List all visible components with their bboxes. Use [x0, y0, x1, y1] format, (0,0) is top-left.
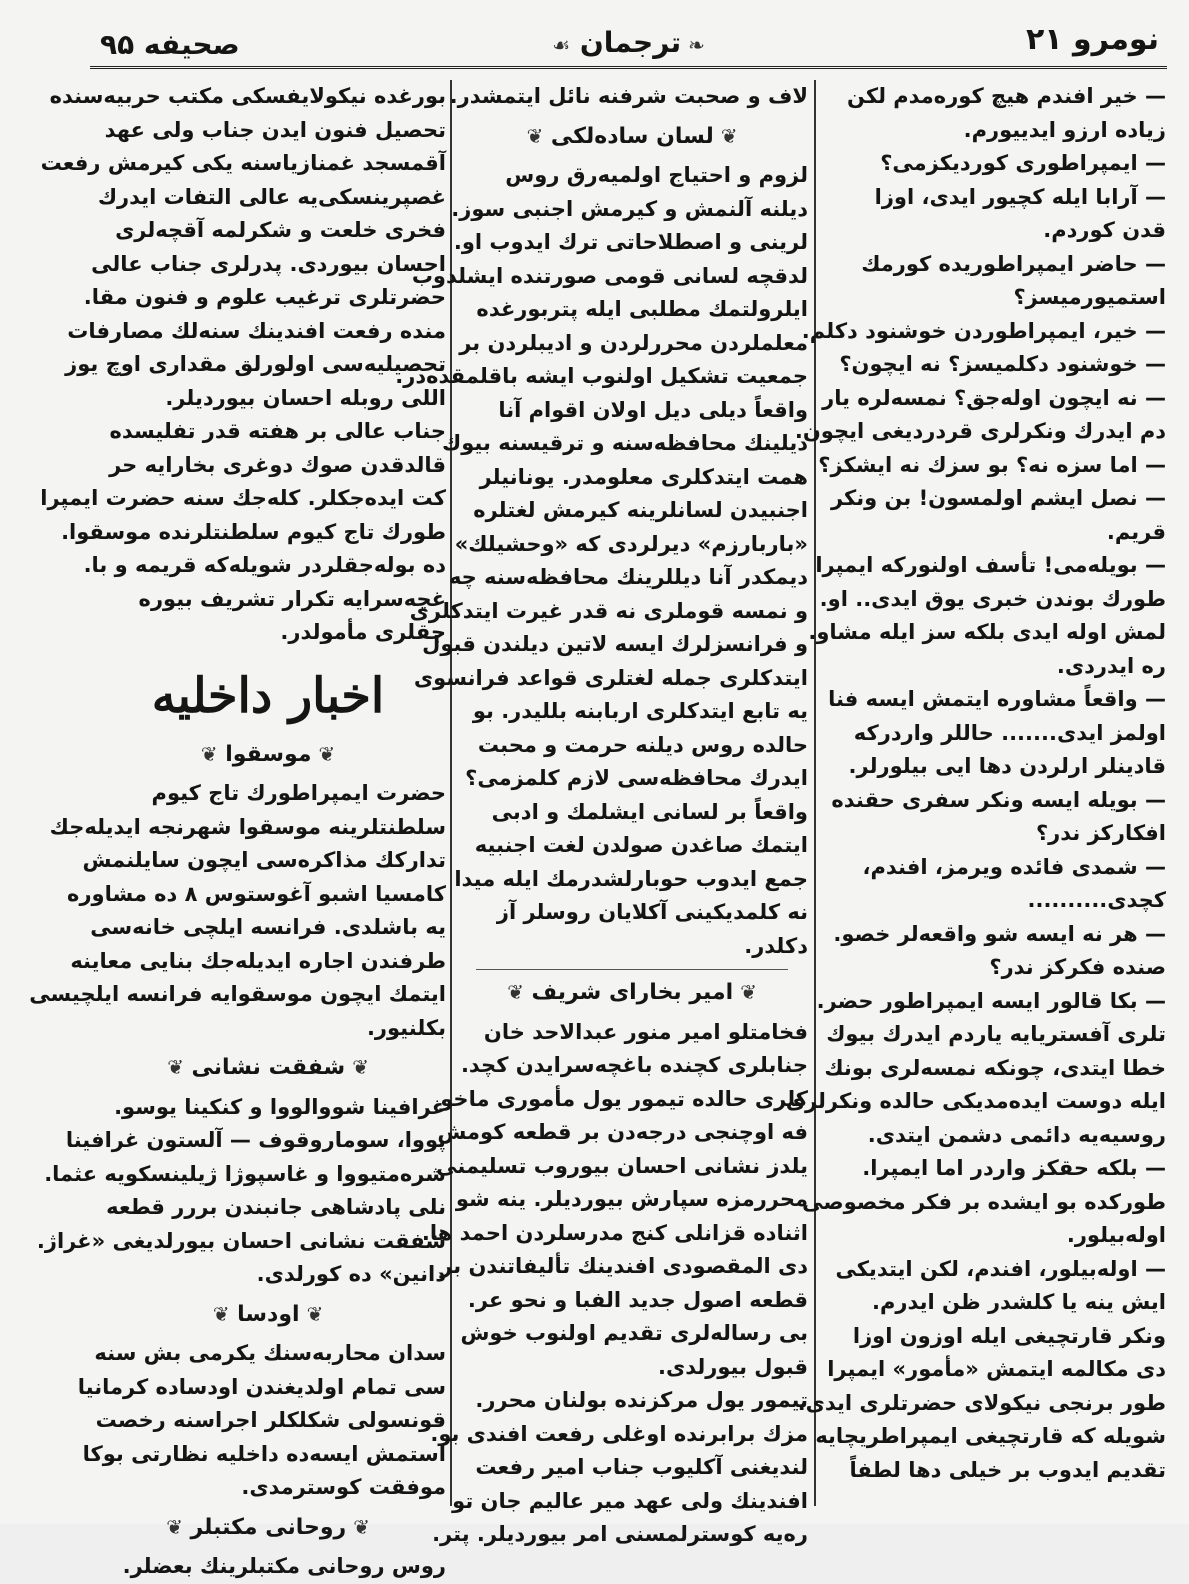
text-line: لزوم و احتیاج اولمیه‌رق روس	[505, 163, 808, 187]
text-line: ره ایدردی.	[1056, 653, 1166, 678]
text-line: طورك تاج کیوم سلطنتلرنده موسقوا.	[61, 519, 446, 544]
columns	[29, 80, 1169, 1578]
text-line: جناب عالی بر هفته قدر تفلیسده	[109, 419, 446, 443]
text-line: محررمزه سپارش بیوردیلر. ینه شو	[455, 1187, 808, 1211]
text-line: موفقت کوسترمدی.	[241, 1475, 446, 1499]
text-line: لدقچه لسانی قومی صورتنده ایشلدوب	[411, 263, 808, 288]
section-heading-shefkat-text: شفقت نشانی	[191, 1055, 346, 1080]
section-heading-emir	[456, 976, 808, 1010]
ornament-icon: ❧	[681, 33, 705, 57]
ornament-icon: ❦	[311, 741, 336, 766]
odessa-article-text	[77, 1337, 446, 1505]
text-line: ایتمك ایچون موسقوایه فرانسه ایلچیسی	[29, 982, 446, 1006]
text-line: منده رفعت افندینك سنه‌لك مصارفات	[67, 318, 446, 343]
text-line: واقعاً دیلی دیل اولان اقوام آنا	[498, 397, 808, 422]
text-line: قالدقدن صوك دوغری بخارایه حر	[109, 452, 446, 477]
text-line: قونسولی شکلکلر اجراسنه رخصت	[95, 1408, 446, 1432]
text-line: دیلنه آلنمش و کیرمش اجنبی سوز.	[451, 196, 808, 221]
text-line: لاف و صحبت شرفنه نائل ایتمشدر.	[449, 84, 808, 108]
section-heading-odessa	[90, 1298, 446, 1332]
text-line: اثناده قزانلی کنج مدرسلردن احمد ها.	[421, 1220, 808, 1245]
text-line: — بکا قالور ایسه ایمپراطور حضر.	[816, 988, 1166, 1013]
text-line: — اما سزه نه؟ بو سزك نه ایشکز؟	[818, 452, 1166, 477]
text-line: — هر نه ایسه شو واقعه‌لر خصو.	[833, 921, 1166, 946]
column-divider	[450, 80, 452, 1506]
text-line: غصپرینسکی‌یه عالی التفات ایدرك	[97, 184, 446, 209]
text-line: استمش ایسه‌ده داخلیه نظارتی بوکا	[82, 1441, 446, 1466]
text-line: پووا، سوماروقوف — آلستون غرافینا	[65, 1128, 446, 1152]
text-line: همت ایتدکلری معلومدر. یونانیلر	[479, 464, 808, 489]
text-line: اللی روبله احسان بیوردیلر.	[165, 385, 446, 410]
text-line: دانین» ده کورلدی.	[256, 1262, 446, 1286]
text-line: دی مکالمه ایتمش «مأمور» ایمپرا	[827, 1357, 1166, 1381]
text-line: غرافینا شووالووا و کنکینا یوسو.	[114, 1094, 446, 1119]
text-line: دیمکدر آنا دیللرینك محافظه‌سنه چه	[448, 565, 808, 589]
text-line: — اوله‌بیلور، افندم، لکن ایتدیکی	[835, 1256, 1166, 1281]
text-line: حالده روس دیلنه حرمت و محبت	[477, 732, 808, 757]
text-line: لندیغنی آکلیوب جناب امیر رفعت	[475, 1455, 808, 1479]
ornament-icon: ❦	[733, 980, 757, 1004]
text-line: یلدز نشانی احسان بیوروب تسلیمنی	[436, 1153, 808, 1178]
shefkat-article-text	[36, 1091, 446, 1292]
text-line: نلی پادشاهی جانبندن بررر قطعه	[106, 1195, 446, 1219]
section-heading-odessa-text: اودسا	[237, 1301, 300, 1327]
newspaper-title	[90, 26, 1167, 59]
text-line: مزك برابرنده اوغلی رفعت افندی بو.	[430, 1421, 808, 1446]
text-line: ایلرولتمك مطلبی ایله پتربورغده	[476, 297, 808, 321]
text-line: — آرابا ایله کچیور ایدی، اوزا	[874, 184, 1166, 209]
ornament-icon: ❦	[167, 1055, 184, 1079]
text-line: — بلکه حقکز واردر اما ایمپرا.	[862, 1156, 1166, 1180]
text-line: ایدرك محافظه‌سی لازم کلمزمی؟	[465, 766, 808, 790]
text-line: بی رساله‌لری تقدیم اولنوب خوش	[460, 1321, 808, 1345]
section-heading-domestic-news: اخبار داخلیه	[151, 667, 385, 724]
text-line: — نصل ایشم اولمسون! بن ونکر	[830, 486, 1166, 510]
ornament-icon: ❦	[713, 123, 738, 148]
emir-article-text	[421, 1016, 808, 1552]
text-line: اولمز ایدی....... حاللر واردرکه	[853, 720, 1166, 745]
text-line: فه اوچنجی درجه‌دن بر قطعه کومش	[437, 1120, 808, 1144]
text-line: ایش ینه یا کلشدر ظن ایدرم.	[871, 1290, 1166, 1314]
text-line: احسان بیوردی. پدرلری جناب عالی	[91, 251, 446, 276]
text-line: ده بوله‌جقلردر شویله‌که قریمه و با.	[83, 553, 446, 577]
ornament-icon: ❦	[200, 741, 218, 766]
text-line: نه کلمدیکینی آکلایان روسلر آز	[496, 900, 808, 924]
column-divider	[814, 80, 816, 1506]
text-line: اجنبیدن لسانلرینه کیرمش لغتلره	[473, 498, 808, 522]
text-line: دیلینك محافظه‌سنه و ترقیسنه بیوك	[442, 431, 808, 455]
text-line: یه باشلدی. فرانسه ایلچی خانه‌سی	[90, 915, 446, 939]
text-line: جقلری مأمولدر.	[280, 620, 446, 644]
text-line: خطا ایتدی، چونکه نمسه‌لری بونك	[824, 1055, 1166, 1080]
text-line: آقمسجد غمنازیاسنه یکی کیرمش رفعت	[40, 151, 446, 175]
text-line: یه تابع ایتدکلری اربابنه بللیدر. بو	[472, 699, 808, 723]
text-line: — خیر، ایمپراطوردن خوشنود دکلم.	[801, 318, 1166, 343]
text-line: تیمور یول مرکزنده بولنان محرر.	[475, 1388, 808, 1412]
text-line: قریم.	[1106, 519, 1166, 544]
column-right	[785, 80, 1166, 1506]
text-line: تدارکك مذاکره‌سی ایچون سایلنمش	[82, 848, 446, 872]
text-line: فخری خلعت و شکرلمه آقچه‌لری	[115, 218, 446, 242]
section-heading-emir-text: امیر بخارای شریف	[531, 980, 734, 1005]
text-line: زیاده ارزو ایدییورم.	[963, 117, 1166, 142]
ornament-icon: ❦	[526, 123, 544, 148]
section-heading-shefkat	[90, 1051, 446, 1085]
text-line: «باربارزم» دیرلردی که «وحشیلك»	[454, 531, 808, 556]
text-line: کلری حالده تیمور یول مأموری ماخو	[440, 1086, 808, 1111]
text-line: شفقت نشانی احسان بیورلدیغی «غراژ.	[36, 1228, 446, 1253]
text-line: سدان محاربه‌سنك یکرمی بش سنه	[94, 1341, 446, 1365]
text-line: — خوشنود دکلمیسز؟ نه ایچون؟	[839, 352, 1166, 376]
text-line: لمش اوله ایدی بلکه سز ایله مشاو.	[808, 620, 1166, 644]
text-line: اوله‌بیلور.	[1066, 1223, 1166, 1247]
text-line: کامسیا اشبو آغوستوس ۸ ده مشاوره	[67, 881, 446, 906]
text-line: — ایمپراطوری کوردیکزمی؟	[880, 151, 1166, 175]
ornament-icon: ❦	[346, 1514, 370, 1539]
ornament-icon: ❦	[212, 1301, 230, 1326]
continued-article-text	[40, 80, 446, 650]
issue-number: نومرو ۲۱	[1025, 22, 1159, 57]
text-line: سی تمام اولدیغندن اودساده کرمانیا	[77, 1374, 446, 1399]
text-line: قادینلر ارلردن دها ایی بیلورلر.	[848, 754, 1166, 778]
text-line: بورغده نیکولایفسکی مکتب حربیه‌سنده	[49, 84, 446, 108]
text-line: — خیر افندم هیچ کوره‌مدم لکن	[846, 84, 1166, 108]
text-line: تحصیلیه‌سی اولورلق مقداری اوچ یوز	[65, 352, 446, 376]
text-line: — نه ایچون اوله‌جق؟ نمسه‌لره یار	[822, 385, 1166, 410]
text-line: حضرت ایمپراطورك تاج کیوم	[151, 781, 446, 805]
text-line: قطعه اصول جدید الفبا و نحو عر.	[467, 1287, 808, 1312]
text-line: حضرتلری ترغیب علوم و فنون مقا.	[83, 285, 446, 309]
text-line: قبول بیورلدی.	[658, 1354, 808, 1379]
text-line: — شمدی فائده ویرمز، افندم،	[862, 854, 1166, 879]
text-line: جنابلری کچنده باغچه‌سرایدن کچد.	[460, 1053, 808, 1077]
text-line: سلطنتلرینه موسقوا شهرنجه ایدیله‌جك	[49, 814, 446, 839]
text-line: روسیه‌یه دائمی دشمن ایتدی.	[867, 1122, 1166, 1147]
text-line: افکارکز ندر؟	[1035, 821, 1166, 845]
text-line: معلملردن محررلردن و ادیبلردن بر	[459, 330, 808, 355]
page-number: صحیفه ۹۵	[100, 28, 240, 61]
text-line: دم ایدرك ونکرلری قردردیغی ایچون.	[794, 419, 1166, 443]
text-line: ایتمك صاغدن صولدن لغت اجنبیه	[474, 833, 808, 857]
section-heading-lisan	[456, 120, 808, 154]
moskva-article-text	[29, 777, 446, 1045]
ornament-icon: ❦	[166, 1514, 183, 1539]
text-line: جمعیت تشکیل اولنوب ایشه باقلمقده‌در.	[395, 364, 808, 388]
text-line: قدن کوردم.	[1043, 218, 1166, 242]
newspaper-title-text: ترجمان	[579, 26, 682, 59]
text-line: کچدی..........	[1027, 888, 1166, 912]
text-line: شویله که قارتچیغی ایمپراطریچایه	[815, 1424, 1166, 1448]
text-line: طور برنجی نیکولای حضرتلری ایدی،	[797, 1390, 1166, 1415]
text-line: و نمسه قوملری نه قدر غیرت ایتدکلری	[409, 598, 808, 623]
ruhani-article-text	[90, 1550, 446, 1584]
page-header	[90, 18, 1167, 69]
ornament-icon: ❦	[299, 1301, 324, 1326]
text-line: کت ایده‌جکلر. کله‌جك سنه حضرت ایمپرا	[40, 486, 446, 510]
text-line: دکلدر.	[744, 933, 808, 958]
text-line: — حاضر ایمپراطوریده کورمك	[861, 251, 1166, 276]
text-line: تحصیل فنون ایدن جناب ولی عهد	[104, 117, 446, 142]
dialogue-text	[785, 80, 1166, 1487]
text-line: واقعاً بر لسانی ایشلمك و ادبی	[491, 799, 808, 824]
section-divider	[476, 969, 788, 970]
section-heading-lisan-text: لسان ساده‌لکی	[550, 123, 714, 149]
text-line: صنده فکرکز ندر؟	[989, 955, 1166, 979]
text-line: دی المقصودی افندینك تألیفاتندن بر	[440, 1254, 808, 1278]
text-line: تلری آفستریایه یاردم ایدرك بیوك	[826, 1022, 1166, 1046]
text-line: — بویله‌می! تأسف اولنورکه ایمپرا	[815, 553, 1166, 577]
section-heading-moskva	[90, 738, 446, 772]
text-line: استمیورمیسز؟	[1013, 285, 1166, 309]
text-line: ونکر قارتچیغی ایله اوزون اوزا	[852, 1323, 1166, 1348]
text-line: فخامتلو امیر منور عبدالاحد خان	[483, 1019, 808, 1044]
text-line: ایتدکلری جمله لغتلری قواعد فرانسوی	[413, 665, 808, 690]
text-line: روس روحانی مکتبلرینك بعضلر.	[122, 1554, 446, 1578]
ornament-icon: ❦	[507, 980, 524, 1004]
text-line: — بویله ایسه ونکر سفری حقنده	[831, 787, 1166, 812]
text-line: طرفندن اجاره ایدیله‌جك بنایی معاینه	[70, 948, 446, 973]
text-line: جمع ایدوب حوبارلشدرمك ایله میدا	[454, 866, 808, 891]
section-heading-ruhani-text: روحانی مکتبلر	[190, 1514, 347, 1540]
ornament-icon: ☙	[552, 33, 571, 57]
text-line: طورك بوندن خبری یوق ایدی.. او.	[819, 586, 1166, 611]
section-heading-moskva-text: موسقوا	[225, 741, 312, 767]
section-heading-ruhani	[90, 1511, 446, 1545]
text-line: شره‌متیووا و غاسپوژا ژیلینسکویه عثما.	[44, 1161, 446, 1186]
text-line: ره‌یه کوسترلمسنی امر بیوردیلر. پتر.	[432, 1522, 808, 1546]
text-line: بکلنیور.	[366, 1015, 446, 1040]
column-left	[29, 80, 446, 1578]
article-end-text	[449, 80, 808, 114]
text-line: — واقعاً مشاوره ایتمش ایسه فنا	[828, 687, 1166, 711]
text-line: ایله دوست ایده‌مدیکی حالده ونکرلری	[785, 1089, 1166, 1113]
text-line: و فرانسزلرك ایسه لاتین دیلندن قبول	[422, 632, 808, 656]
text-line: لرینی و اصطلاحاتی ترك ایدوب او.	[453, 230, 808, 254]
text-line: غچه‌سرایه تکرار تشریف بیوره	[138, 586, 446, 611]
text-line: تقدیم ایدوب بر خیلی دها لطفاً	[849, 1457, 1166, 1482]
text-line: طورکده بو ایشده بر فکر مخصوصی	[802, 1189, 1166, 1214]
ornament-icon: ❦	[345, 1055, 369, 1079]
lisan-article-text	[395, 159, 808, 963]
text-line: افندینك ولی عهد میر عالیم جان تو	[452, 1488, 808, 1513]
